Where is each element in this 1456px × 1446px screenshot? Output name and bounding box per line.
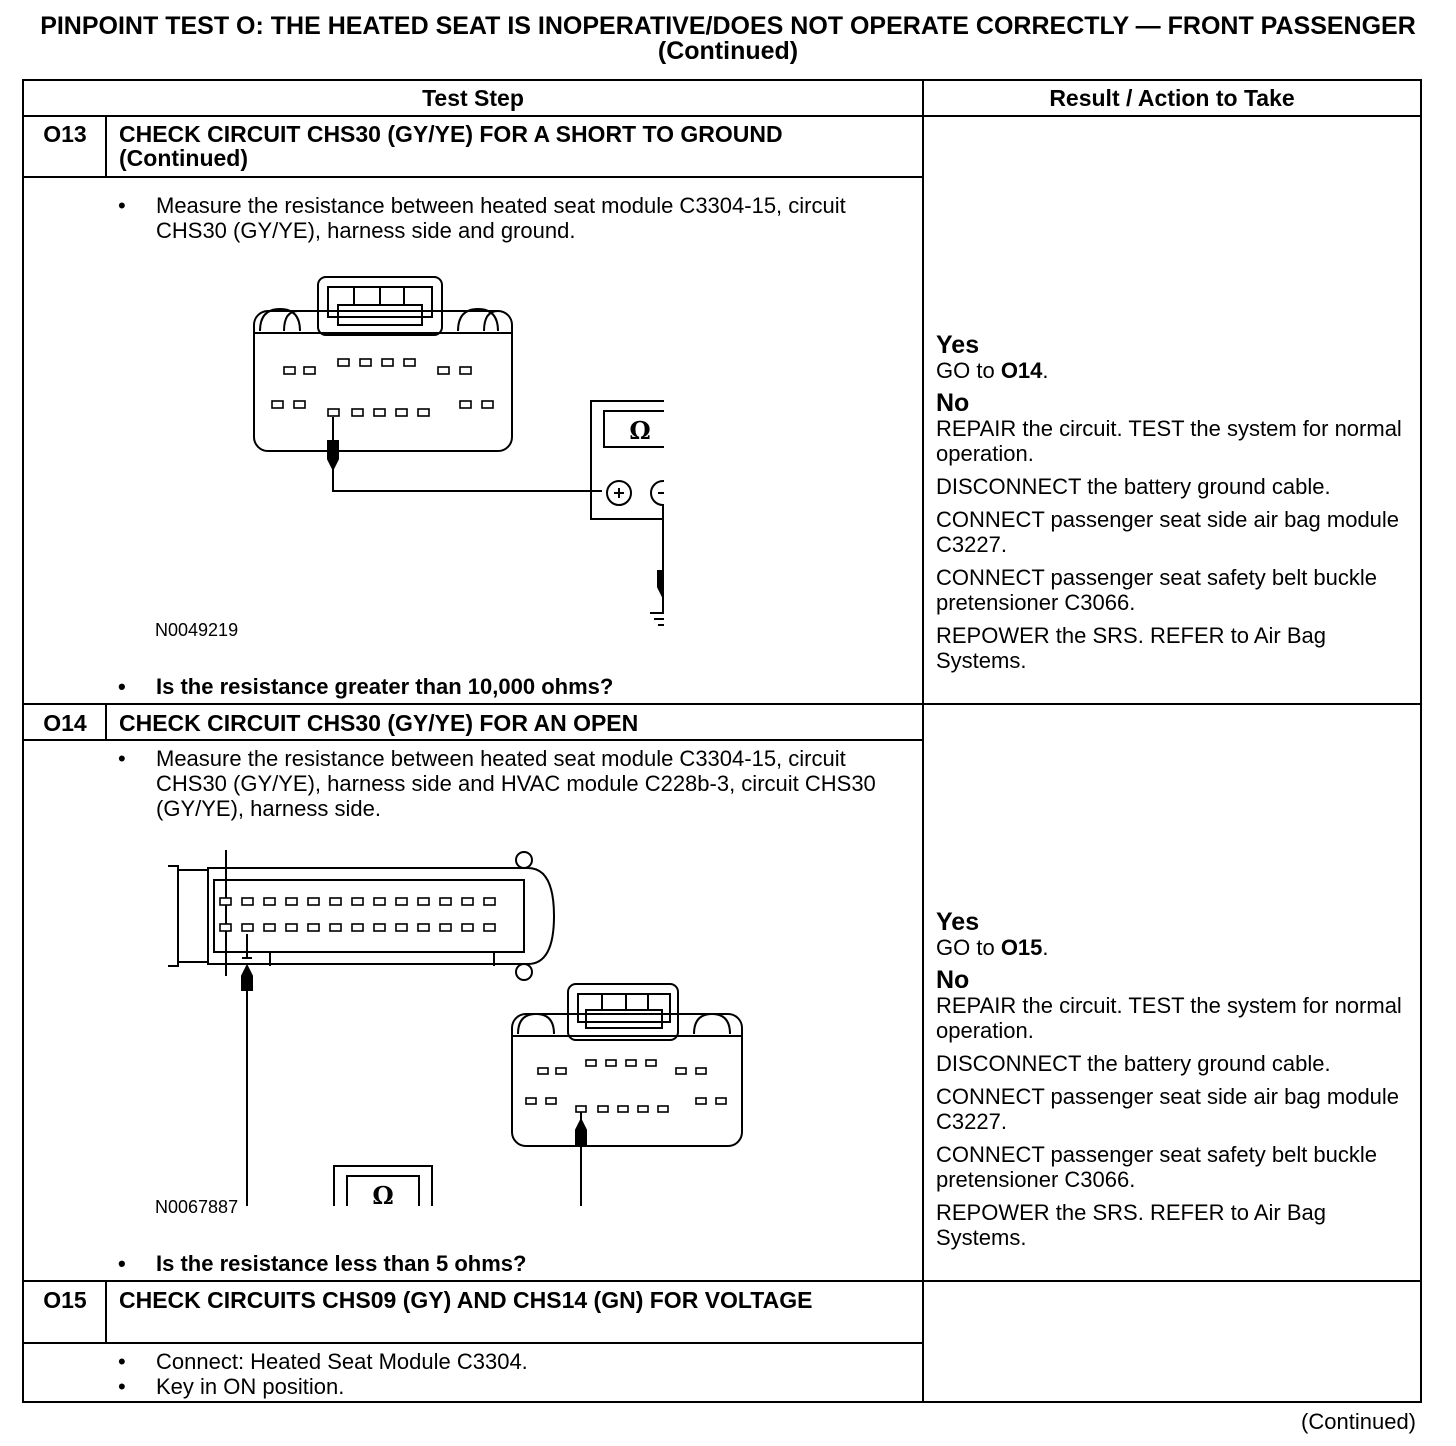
o13-title-rule — [24, 176, 922, 178]
step-number-o13: O13 — [43, 121, 87, 147]
step-number-o14: O14 — [43, 710, 87, 736]
o14-bottom-rule — [24, 1280, 1420, 1282]
step-title-o13: CHECK CIRCUIT CHS30 (GY/YE) FOR A SHORT TO GROUND (Continued) — [119, 121, 783, 171]
no-action-o14-2: DISCONNECT the battery ground cable. — [936, 1051, 1331, 1076]
yes-action-o14: GO to O15. — [936, 935, 1049, 960]
o14-connector-diagram — [154, 846, 754, 1206]
step-o14-instruction: • Measure the resistance between heated seat module C3304-15, circuit CHS30 (GY/YE), harness side and HVAC module C228b-3, circuit CHS30 (GY/YE), harness side. — [118, 746, 876, 821]
step-o13-question: • Is the resistance greater than 10,000 ohms? — [118, 674, 614, 699]
step-o15-instruction-2: • Key in ON position. — [118, 1374, 345, 1399]
no-action-o14-4: CONNECT passenger seat safety belt buckle pretensioner C3066. — [936, 1142, 1378, 1192]
page-title: PINPOINT TEST O: THE HEATED SEAT IS INOPERATIVE/DOES NOT OPERATE CORRECTLY — FRONT PASSENGER (Continued) — [40, 12, 1416, 65]
no-action-o13-5: REPOWER the SRS. REFER to Air Bag Systems. — [936, 623, 1327, 673]
no-action-o14-3: CONNECT passenger seat side air bag module C3227. — [936, 1084, 1400, 1134]
goto-link-o15[interactable]: O15 — [1000, 935, 1043, 960]
step-number-o15: O15 — [43, 1287, 87, 1313]
ohm-symbol-o13: Ω — [629, 416, 651, 445]
no-label-o14: No — [936, 966, 970, 994]
step-title-o15: CHECK CIRCUITS CHS09 (GY) AND CHS14 (GN) FOR VOLTAGE — [119, 1287, 813, 1313]
step-o13-instruction: • Measure the resistance between heated seat module C3304-15, circuit CHS30 (GY/YE), harness side and ground. — [118, 193, 846, 243]
no-action-o14-1: REPAIR the circuit. TEST the system for normal operation. — [936, 993, 1402, 1043]
header-test-step: Test Step — [422, 85, 524, 111]
figure-code-o14: N0067887 — [155, 1197, 239, 1217]
column-divider — [922, 81, 924, 1401]
no-action-o14-5: REPOWER the SRS. REFER to Air Bag Systems. — [936, 1200, 1327, 1250]
o15-title-rule — [24, 1342, 922, 1344]
figure-code-o13: N0049219 — [155, 620, 239, 640]
yes-label-o14: Yes — [936, 908, 980, 936]
result-o13 — [936, 333, 1416, 681]
step-title-o14: CHECK CIRCUIT CHS30 (GY/YE) FOR AN OPEN — [119, 710, 639, 736]
o13-connector-diagram — [244, 271, 664, 641]
o14-title-rule — [24, 739, 922, 741]
no-action-o13-4: CONNECT passenger seat safety belt buckle pretensioner C3066. — [936, 565, 1378, 615]
step-o14-question: • Is the resistance less than 5 ohms? — [118, 1251, 527, 1276]
continued-note: (Continued) — [1301, 1409, 1416, 1434]
goto-link-o14[interactable]: O14 — [1000, 358, 1043, 383]
ohm-symbol-o14: Ω — [372, 1181, 394, 1206]
o13-bottom-rule — [24, 703, 1420, 705]
header-result: Result / Action to Take — [1049, 85, 1295, 111]
result-o14 — [936, 910, 1416, 1258]
no-action-o13-1: REPAIR the circuit. TEST the system for normal operation. — [936, 416, 1402, 466]
yes-action-o13: GO to O14. — [936, 358, 1049, 383]
pinpoint-test-table — [22, 79, 1422, 1403]
yes-label-o13: Yes — [936, 331, 980, 359]
no-action-o13-2: DISCONNECT the battery ground cable. — [936, 474, 1331, 499]
no-action-o13-3: CONNECT passenger seat side air bag module C3227. — [936, 507, 1400, 557]
no-label-o13: No — [936, 389, 970, 417]
step-o15-instruction-1: • Connect: Heated Seat Module C3304. — [118, 1349, 528, 1374]
